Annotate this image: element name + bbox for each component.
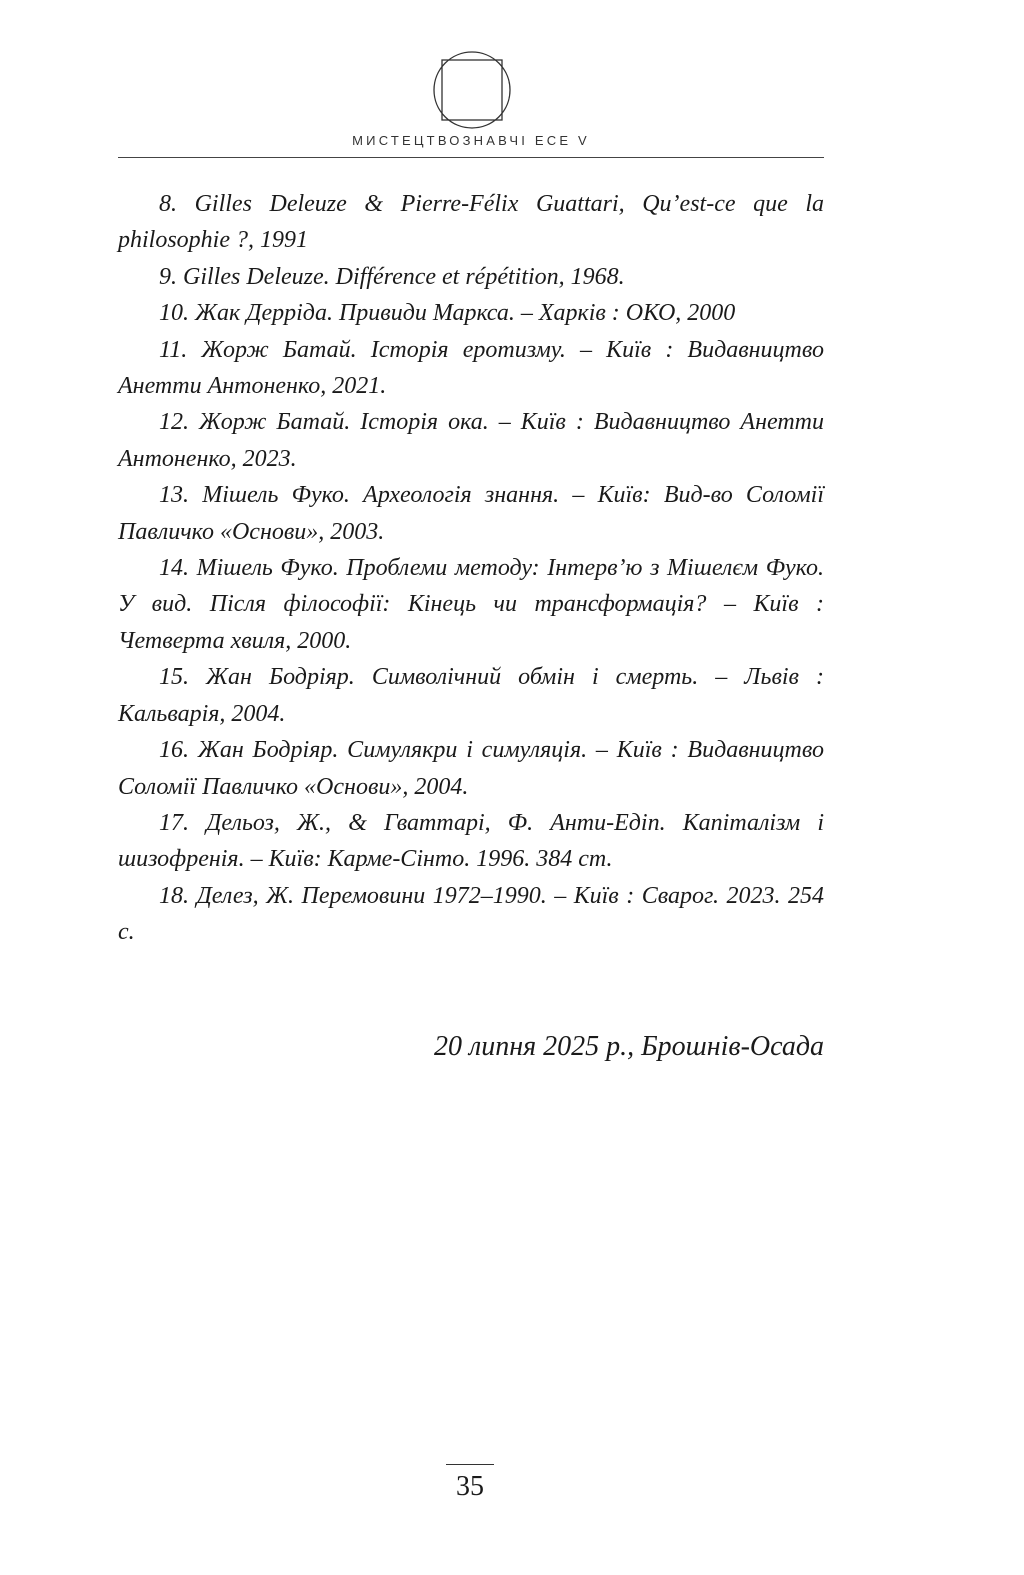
circle-square-emblem-icon	[432, 50, 512, 130]
reference-item-17: 17. Дельоз, Ж., & Гваттарі, Ф. Анти-Едіп. Капіталізм і шизофренія. – Київ: Карме-Сінто. 1996. 384 ст.	[118, 809, 824, 873]
date-place-signoff: 20 липня 2025 р., Брошнів-Осада	[433, 1031, 824, 1062]
reference-item-16: 16. Жан Бодріяр. Симулякри і симуляція. – Київ : Видавництво Соломії Павличко «Основи», 2004.	[118, 737, 824, 800]
running-title: МИСТЕЦТВОЗНАВЧІ ЕСЕ V	[352, 133, 590, 148]
reference-item-15: 15. Жан Бодріяр. Символічний обмін і смерть. – Львів : Кальварія, 2004.	[118, 664, 824, 727]
reference-item-10: 10. Жак Дерріда. Привиди Маркса. – Харків : ОКО, 2000	[159, 300, 736, 327]
page-number: 35	[446, 1464, 494, 1507]
reference-item-18: 18. Делез, Ж. Перемовини 1972–1990. – Київ : Сварог. 2023. 254 с.	[118, 882, 824, 946]
reference-list	[118, 186, 824, 951]
header-rule	[118, 157, 824, 158]
reference-item-13: 13. Мішель Фуко. Археологія знання. – Київ: Вид-во Соломії Павличко «Основи», 2003.	[118, 482, 824, 545]
reference-item-14: 14. Мішель Фуко. Проблеми методу: Інтерв’ю з Мішелєм Фуко. У вид. Після філософії: Кінець чи трансформація? – Київ : Четверта хвиля, 2000.	[118, 555, 824, 654]
reference-item-11: 11. Жорж Батай. Історія еротизму. – Київ : Видавництво Анетти Антоненко, 2021.	[118, 336, 824, 400]
reference-item-9: 9. Gilles Deleuze. Différence et répétition, 1968.	[159, 263, 625, 290]
reference-item-12: 12. Жорж Батай. Історія ока. – Київ : Видавництво Анетти Антоненко, 2023.	[118, 409, 824, 472]
reference-item-8: 8. Gilles Deleuze & Pierre-Félix Guattari, Qu’est-ce que la philosophie ?, 1991	[118, 191, 824, 254]
